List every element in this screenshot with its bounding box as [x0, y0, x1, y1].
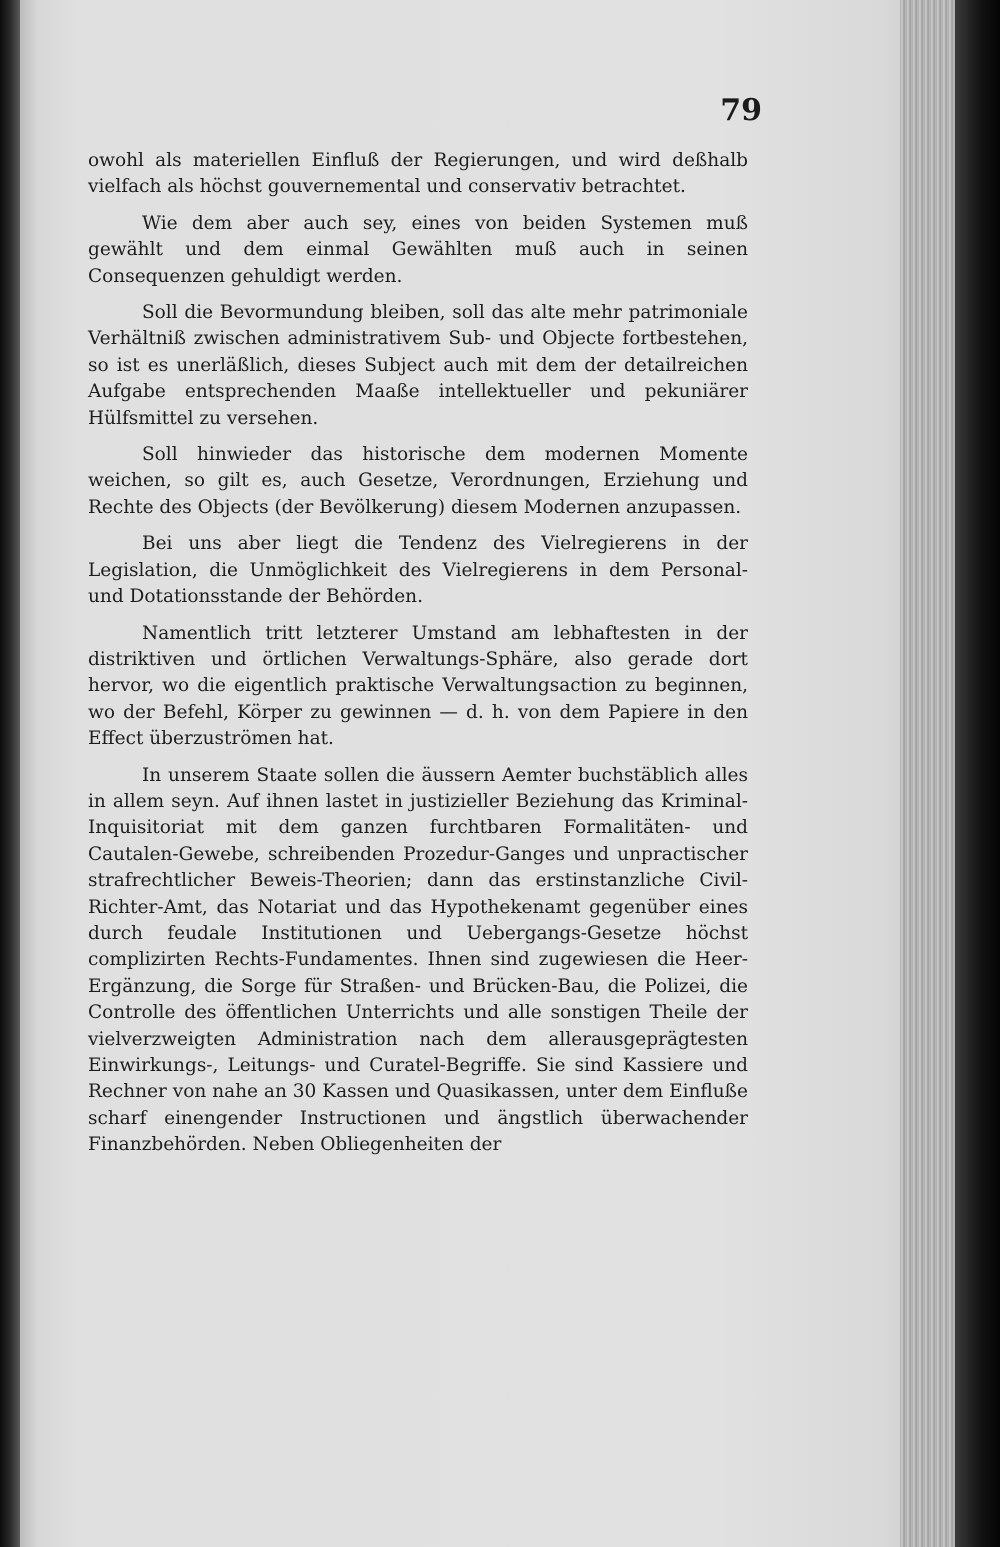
paragraph-2: Wie dem aber auch sey, eines von beiden Systemen muß gewählt und dem einmal Gewählten muß auch in seinen Consequenzen gehuldigt werden. — [88, 212, 748, 287]
paragraph-6: Namentlich tritt letzterer Umstand am lebhaftesten in der distriktiven und örtlichen Verwaltungs-Sphäre, also gerade dort hervor, wo die eigentlich praktische Verwaltungsaction zu beginnen, wo der Befehl, Körper zu gewinnen — d. h. von dem Papiere in den Effect überzuströmen hat. — [88, 622, 748, 750]
paragraph-3: Soll die Bevormundung bleiben, soll das alte mehr patrimoniale Verhältniß zwischen administrativem Sub- und Objecte fortbestehen, so ist es unerläßlich, dieses Subject auch mit dem der detailreichen Aufgabe entsprechenden Maaße intellektueller und pekuniärer Hülfsmittel zu versehen. — [88, 302, 748, 429]
paragraph-1: owohl als materiellen Einfluß der Regierungen, und wird deßhalb vielfach als höchst gouvernemental und conservativ betrachtet. — [88, 150, 748, 198]
paragraph-7: In unserem Staate sollen die äussern Aemter buchstäblich alles in allem seyn. Auf ihnen lastet in justizieller Beziehung das Kriminal-Inquisitoriat mit dem ganzen furchtbaren Formalitäten- und Cautalen-Gewebe, schreibenden Prozedur-Ganges und unpractischer strafrechtlicher Beweis-Theorien; dann das erstinstanzliche Civil-Richter-Amt, das Notariat und das Hypothekenamt gegenüber eines durch feudale Institutionen und Uebergangs-Gesetze höchst complizirten Rechts-Fundamentes. Ihnen sind zugewiesen die Heer-Ergänzung, die Sorge für Straßen- und Brücken-Bau, die Polizei, die Controlle des öffentlichen Unterrichts und alle sonstigen Theile der vielverzweigten Administration nach dem allerausgeprägtesten Einwirkungs-, Leitungs- und Curatel-Begriffe. Sie sind Kassiere und Rechner von nahe an 30 Kassen und Quasikassen, unter dem Einfluße scharf einengender Instructionen und ängstlich überwachender Finanzbehörden. Neben Obliegenheiten der — [88, 764, 748, 1156]
paragraph-4: Soll hinwieder das historische dem modernen Momente weichen, so gilt es, auch Gesetze, Verordnungen, Erziehung und Rechte des Objects (der Bevölkerung) diesem Modernen anzupassen. — [88, 444, 748, 518]
book-cover-edge — [955, 0, 1000, 1547]
page-edges — [900, 0, 960, 1547]
body-text — [88, 148, 748, 1169]
page-number: 79 — [720, 93, 762, 128]
paragraph-5: Bei uns aber liegt die Tendenz des Vielregierens in der Legislation, die Unmöglichkeit des Vielregierens in dem Personal- und Dotationsstande der Behörden. — [88, 533, 748, 608]
